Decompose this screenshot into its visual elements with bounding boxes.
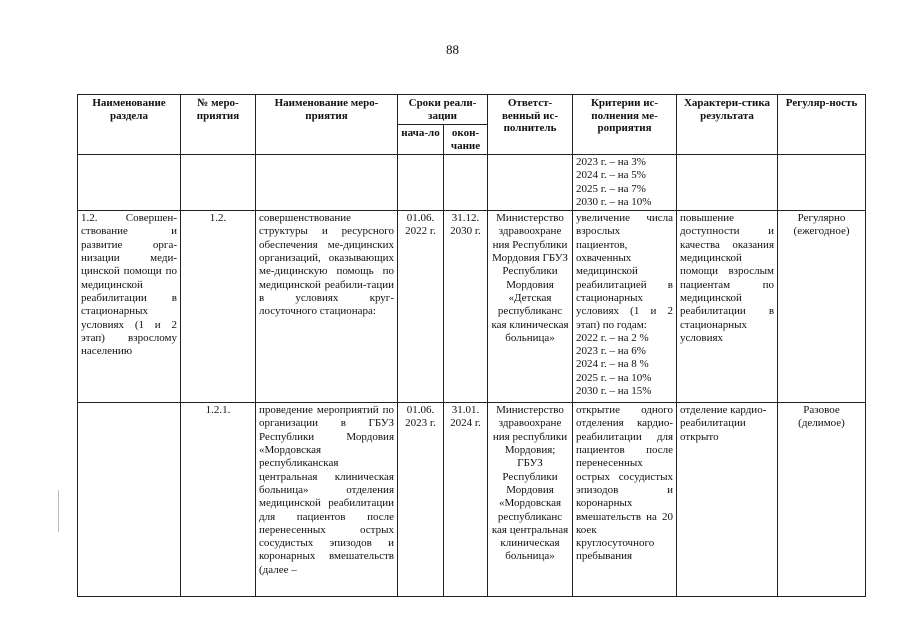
criteria-year-line: 2030 г. – на 15% [576,385,652,398]
cell-number [181,155,256,211]
cell-regularity [778,155,866,211]
header-criteria: Критерии ис-полнения ме-роприятия [573,95,677,155]
cell-criteria [573,155,677,211]
cell-regularity: Регулярно (ежегодное) [778,211,866,403]
table-row [78,403,866,597]
criteria-text: увеличение числа взрослых пациентов, охваченных медицинской реабилитацией в стационарных условиях (1 и 2 этап) по годам: [576,212,674,331]
cell-end: 31.12. 2030 г. [444,211,488,403]
cell-result [677,155,778,211]
cell-name [256,155,398,211]
header-executor: Ответст-венный ис-полнитель [488,95,573,155]
cell-criteria: открытие одного отделения кардио-реабилитации для пациентов после перенесенных острых сосудистых эпизодов и коронарных вмешательств на 20 коек круглосуточного пребывания [573,403,677,597]
cell-executor [488,155,573,211]
table-row [78,155,866,211]
cell-name: совершенствование структуры и ресурсного обеспечения ме-дицинских организаций, оказывающих ме-дицинскую помощь по медицинской реабили-тации в условиях круг-лосуточного стационара: [256,211,398,403]
cell-regularity: Разовое (делимое) [778,403,866,597]
criteria-year-line: 2025 г. – на 10% [576,371,652,384]
cell-name: проведение мероприятий по организации в ГБУЗ Республики Мордовия «Мордовская республиканская центральная клиническая больница» отделения медицинской реабилитации для пациентов после перенесенных острых сосудистых эпизодов и коронарных вмешательств (далее – [256,403,398,597]
criteria-year-line: 2022 г. – на 2 % [576,331,649,344]
cell-number: 1.2. [181,211,256,403]
criteria-year-line: 2030 г. – на 10% [576,195,652,208]
cell-section [78,403,181,597]
cell-section: 1.2. Совершен-ствование и развитие орга-низации меди-цинской помощи по медицинской реабилитации в стационарных условиях (1 и 2 этап) взрослому населению [78,211,181,403]
measures-table [77,94,866,597]
header-regularity: Регуляр-ность [778,95,866,155]
header-section-name: Наименование раздела [78,95,181,155]
cell-start [398,155,444,211]
header-result: Характери-стика результата [677,95,778,155]
cell-executor: Министерство здравоохране ния республики Мордовия; ГБУЗ Республики Мордовия «Мордовская республиканс кая центральная клиническая больница» [488,403,573,597]
cell-criteria [573,211,677,403]
cell-executor: Министерство здравоохране ния Республики Мордовия ГБУЗ Республики Мордовия «Детская республиканс кая клиническая больница» [488,211,573,403]
cell-number: 1.2.1. [181,403,256,597]
header-terms: Сроки реали-зации [398,95,488,125]
criteria-year-line: 2023 г. – на 3% [576,156,646,168]
header-end: окон-чание [444,125,488,155]
cell-result: отделение кардио-реабилитации открыто [677,403,778,597]
cell-start: 01.06. 2023 г. [398,403,444,597]
cell-end: 31.01. 2024 г. [444,403,488,597]
header-start: нача-ло [398,125,444,155]
criteria-year-line: 2023 г. – на 6% [576,345,646,358]
table-row [78,211,866,403]
header-measure-name: Наименование меро-приятия [256,95,398,155]
scan-edge-mark [58,490,59,532]
criteria-year-line: 2024 г. – на 8 % [576,358,649,371]
cell-result: повышение доступности и качества оказания медицинской помощи взрослым пациентам по медицинской реабилитации в стационарных условиях [677,211,778,403]
page-number: 88 [446,42,459,57]
cell-start: 01.06. 2022 г. [398,211,444,403]
criteria-year-line: 2025 г. – на 7% [576,182,646,195]
cell-section [78,155,181,211]
criteria-year-line: 2024 г. – на 5% [576,169,646,182]
header-measure-no: № меро-приятия [181,95,256,155]
cell-end [444,155,488,211]
